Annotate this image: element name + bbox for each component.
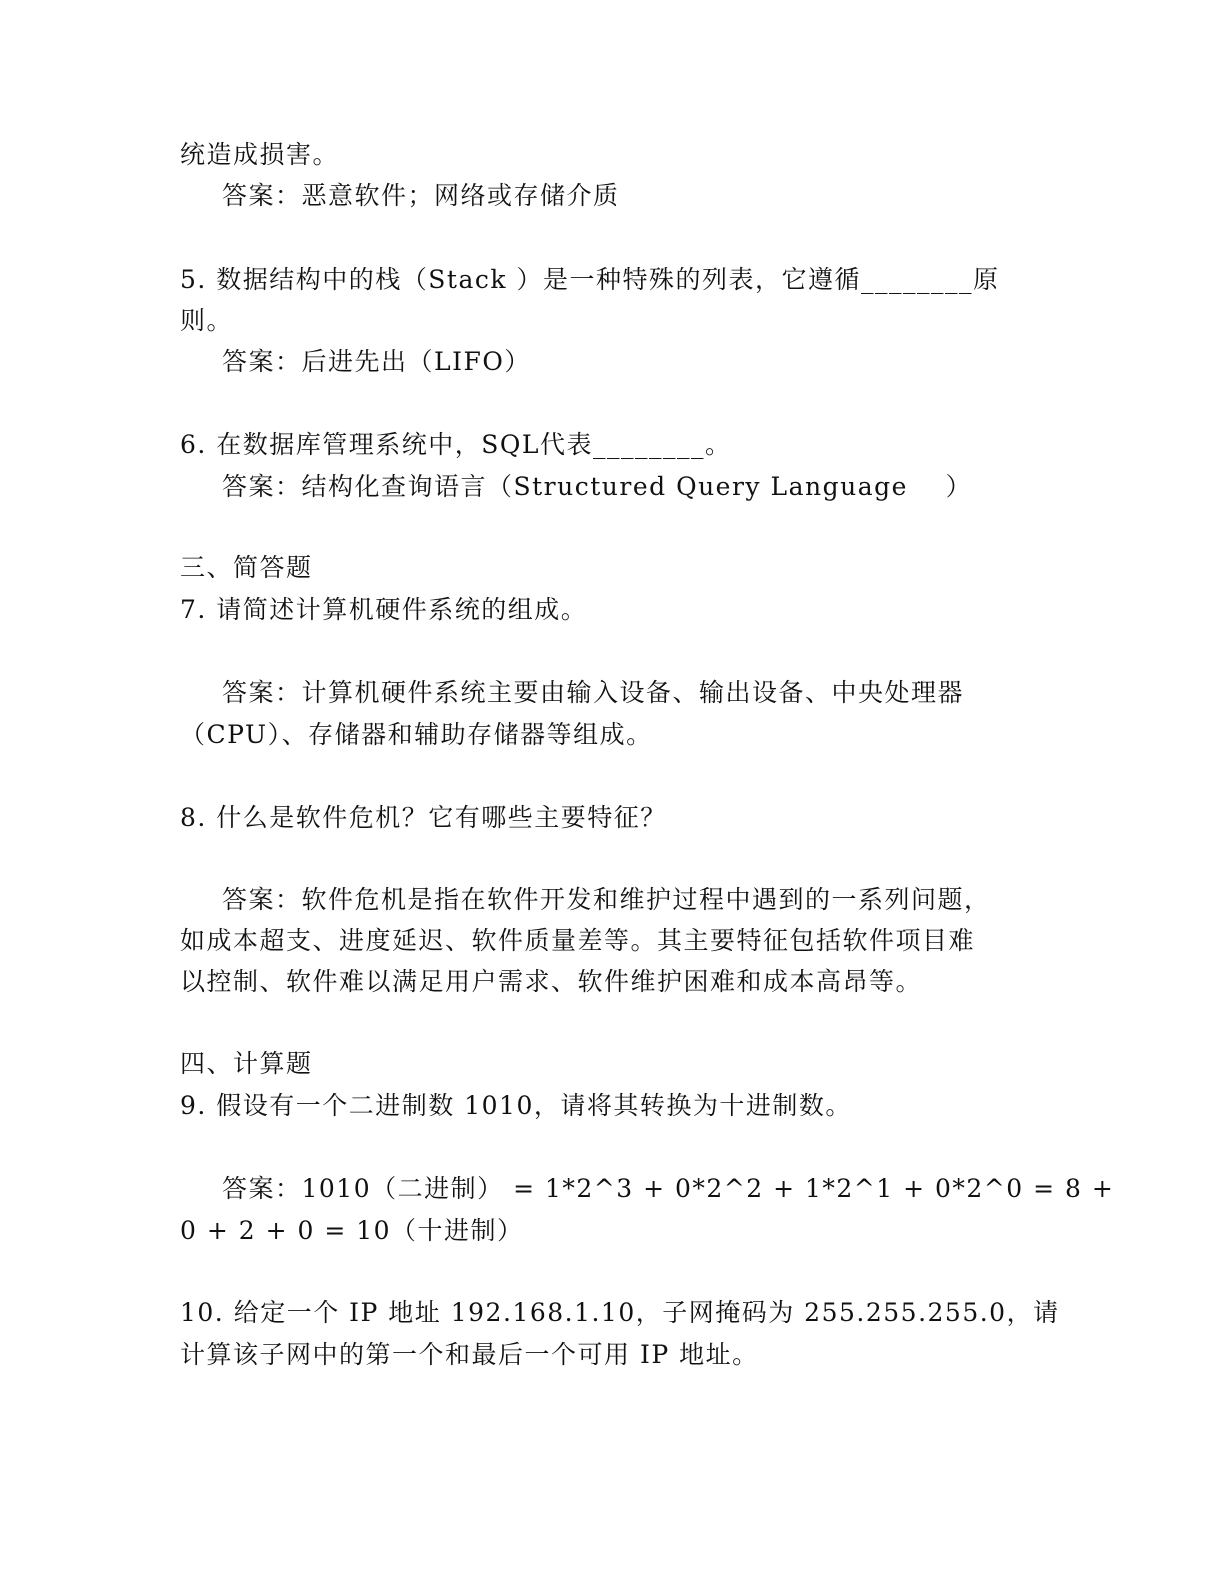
section-heading-calculation: 四、计算题 <box>180 1049 313 1078</box>
q8-answer-line2: 如成本超支、进度延迟、软件质量差等。其主要特征包括软件项目难 <box>180 926 976 955</box>
q9-answer-line2: 0 + 2 + 0 = 10（十进制） <box>180 1216 524 1245</box>
q10-question-line1: 10. 给定一个 IP 地址 192.168.1.10，子网掩码为 255.255.255.0，请 <box>180 1298 1060 1327</box>
q5-question-line1: 5. 数据结构中的栈（Stack ）是一种特殊的列表，它遵循________原 <box>180 265 1000 294</box>
q4-continuation: 统造成损害。 <box>180 140 340 169</box>
q6-answer: 答案：结构化查询语言（Structured Query Language ） <box>222 472 973 501</box>
q8-question: 8. 什么是软件危机？它有哪些主要特征？ <box>180 803 667 832</box>
q8-answer-line1: 答案：软件危机是指在软件开发和维护过程中遇到的一系列问题， <box>222 885 991 914</box>
q9-answer-line1: 答案：1010（二进制） = 1*2^3 + 0*2^2 + 1*2^1 + 0*2^0 = 8 + <box>222 1174 1115 1203</box>
q6-question: 6. 在数据库管理系统中，SQL代表________。 <box>180 430 732 459</box>
q10-question-line2: 计算该子网中的第一个和最后一个可用 IP 地址。 <box>180 1340 759 1369</box>
q9-question: 9. 假设有一个二进制数 1010，请将其转换为十进制数。 <box>180 1091 852 1120</box>
q4-answer: 答案：恶意软件；网络或存储介质 <box>222 181 620 210</box>
q7-answer-line2: （CPU）、存储器和辅助存储器等组成。 <box>180 720 653 749</box>
q8-answer-line3: 以控制、软件难以满足用户需求、软件维护困难和成本高昂等。 <box>180 967 923 996</box>
q7-question: 7. 请简述计算机硬件系统的组成。 <box>180 595 588 624</box>
q7-answer-line1: 答案：计算机硬件系统主要由输入设备、输出设备、中央处理器 <box>222 678 965 707</box>
section-heading-short-answer: 三、简答题 <box>180 553 313 582</box>
q5-question-line2: 则。 <box>180 306 234 335</box>
q5-answer: 答案：后进先出（LIFO） <box>222 347 531 376</box>
